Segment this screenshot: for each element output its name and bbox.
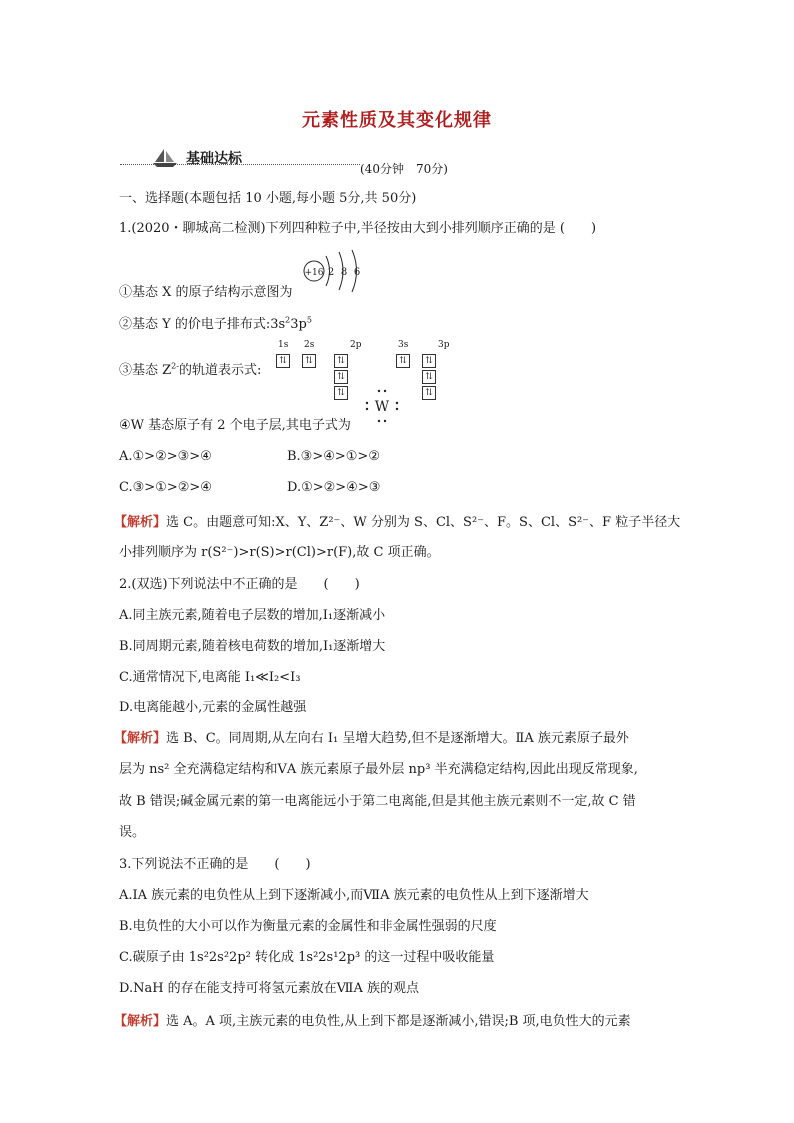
section-label: 基础达标 (186, 151, 242, 167)
shell-3: 6 (353, 267, 361, 278)
page-title: 元素性质及其变化规律 (302, 110, 492, 131)
orbital-diagram: 1s ⇅ 2s ⇅ 2p ⇅⇅⇅ 3s ⇅ 3p ⇅⇅⇅ (278, 340, 450, 398)
shell-2: 8 (340, 267, 348, 278)
q1-option-c: C.③>①>②>④ (119, 480, 212, 495)
section-header (120, 148, 640, 176)
q3-stem: 3.下列说法不正确的是 ( ) (119, 857, 311, 872)
nucleus-label: +16 (304, 268, 324, 278)
section-time: (40分钟 70分) (360, 162, 448, 176)
electron-dot-formula (362, 386, 402, 426)
q3-option-b: B.电负性的大小可以作为衡量元素的金属性和非金属性强弱的尺度 (119, 919, 497, 934)
q1-explain-line1: 【解析】选 C。由题意可知:X、Y、Z²⁻、W 分别为 S、Cl、S²⁻、F。S、Cl、S²⁻、F 粒子半径大 (114, 515, 681, 530)
q3-option-a: A.ⅠA 族元素的电负性从上到下逐渐减小,而ⅦA 族元素的电负性从上到下逐渐增大 (119, 888, 589, 903)
q1-item3: ③基态 $Z^{2-}$的轨道表示式: (119, 361, 262, 378)
q2-explain-line4: 误。 (119, 825, 146, 840)
q1-stem: 1.(2020・聊城高二检测)下列四种粒子中,半径按由大到小排列顺序正确的是 ( ) (119, 221, 597, 236)
q1-option-a: A.①>②>③>④ (119, 449, 212, 464)
q1-option-b: B.③>④>①>② (287, 449, 380, 464)
q2-explain-line2: 层为 ns² 全充满稳定结构和ⅤA 族元素原子最外层 np³ 半充满稳定结构,因此出现反常现象, (119, 762, 638, 777)
q2-option-c: C.通常情况下,电离能 I₁≪I₂<I₃ (119, 670, 301, 685)
q3-option-c: C.碳原子由 1s²2s²2p² 转化成 1s²2s¹2p³ 的这一过程中吸收能量 (119, 950, 495, 965)
part1-header: 一、选择题(本题包括 10 小题,每小题 5分,共 50分) (119, 191, 417, 206)
q2-option-a: A.同主族元素,随着电子层数的增加,I₁逐渐减小 (119, 608, 386, 623)
sailboat-icon (152, 148, 178, 172)
shell-1: 2 (327, 267, 335, 278)
q1-option-d: D.①>②>④>③ (287, 480, 381, 495)
q2-option-b: B.同周期元素,随着核电荷数的增加,I₁逐渐增大 (119, 639, 386, 654)
q3-explain-line1: 【解析】选 A。A 项,主族元素的电负性,从上到下都是逐渐减小,错误;B 项,电负性大的元素 (114, 1014, 631, 1029)
q1-item4: ④W 基态原子有 2 个电子层,其电子式为 (119, 418, 351, 433)
q2-stem: 2.(双选)下列说法中不正确的是 ( ) (119, 577, 360, 592)
q3-option-d: D.NaH 的存在能支持可将氢元素放在ⅦA 族的观点 (119, 981, 419, 996)
q2-option-d: D.电离能越小,元素的金属性越强 (119, 700, 307, 715)
atom-structure-diagram (302, 248, 372, 294)
q1-item2: ②基态 Y 的价电子排布式$:3s^23p^5$ (119, 315, 312, 332)
q2-explain-line3: 故 B 错误;碱金属元素的第一电离能远小于第二电离能,但是其他主族元素则不一定,故 C 错 (119, 794, 636, 809)
q2-explain-line1: 【解析】选 B、C。同周期,从左向右 I₁ 呈增大趋势,但不是逐渐增大。ⅡA 族元素原子最外 (114, 731, 629, 746)
w-symbol: W (374, 399, 390, 415)
q1-item1: ①基态 X 的原子结构示意图为 (119, 285, 293, 300)
q1-explain-line2: 小排列顺序为 r(S²⁻)>r(S)>r(Cl)>r(F),故 C 项正确。 (119, 545, 440, 560)
